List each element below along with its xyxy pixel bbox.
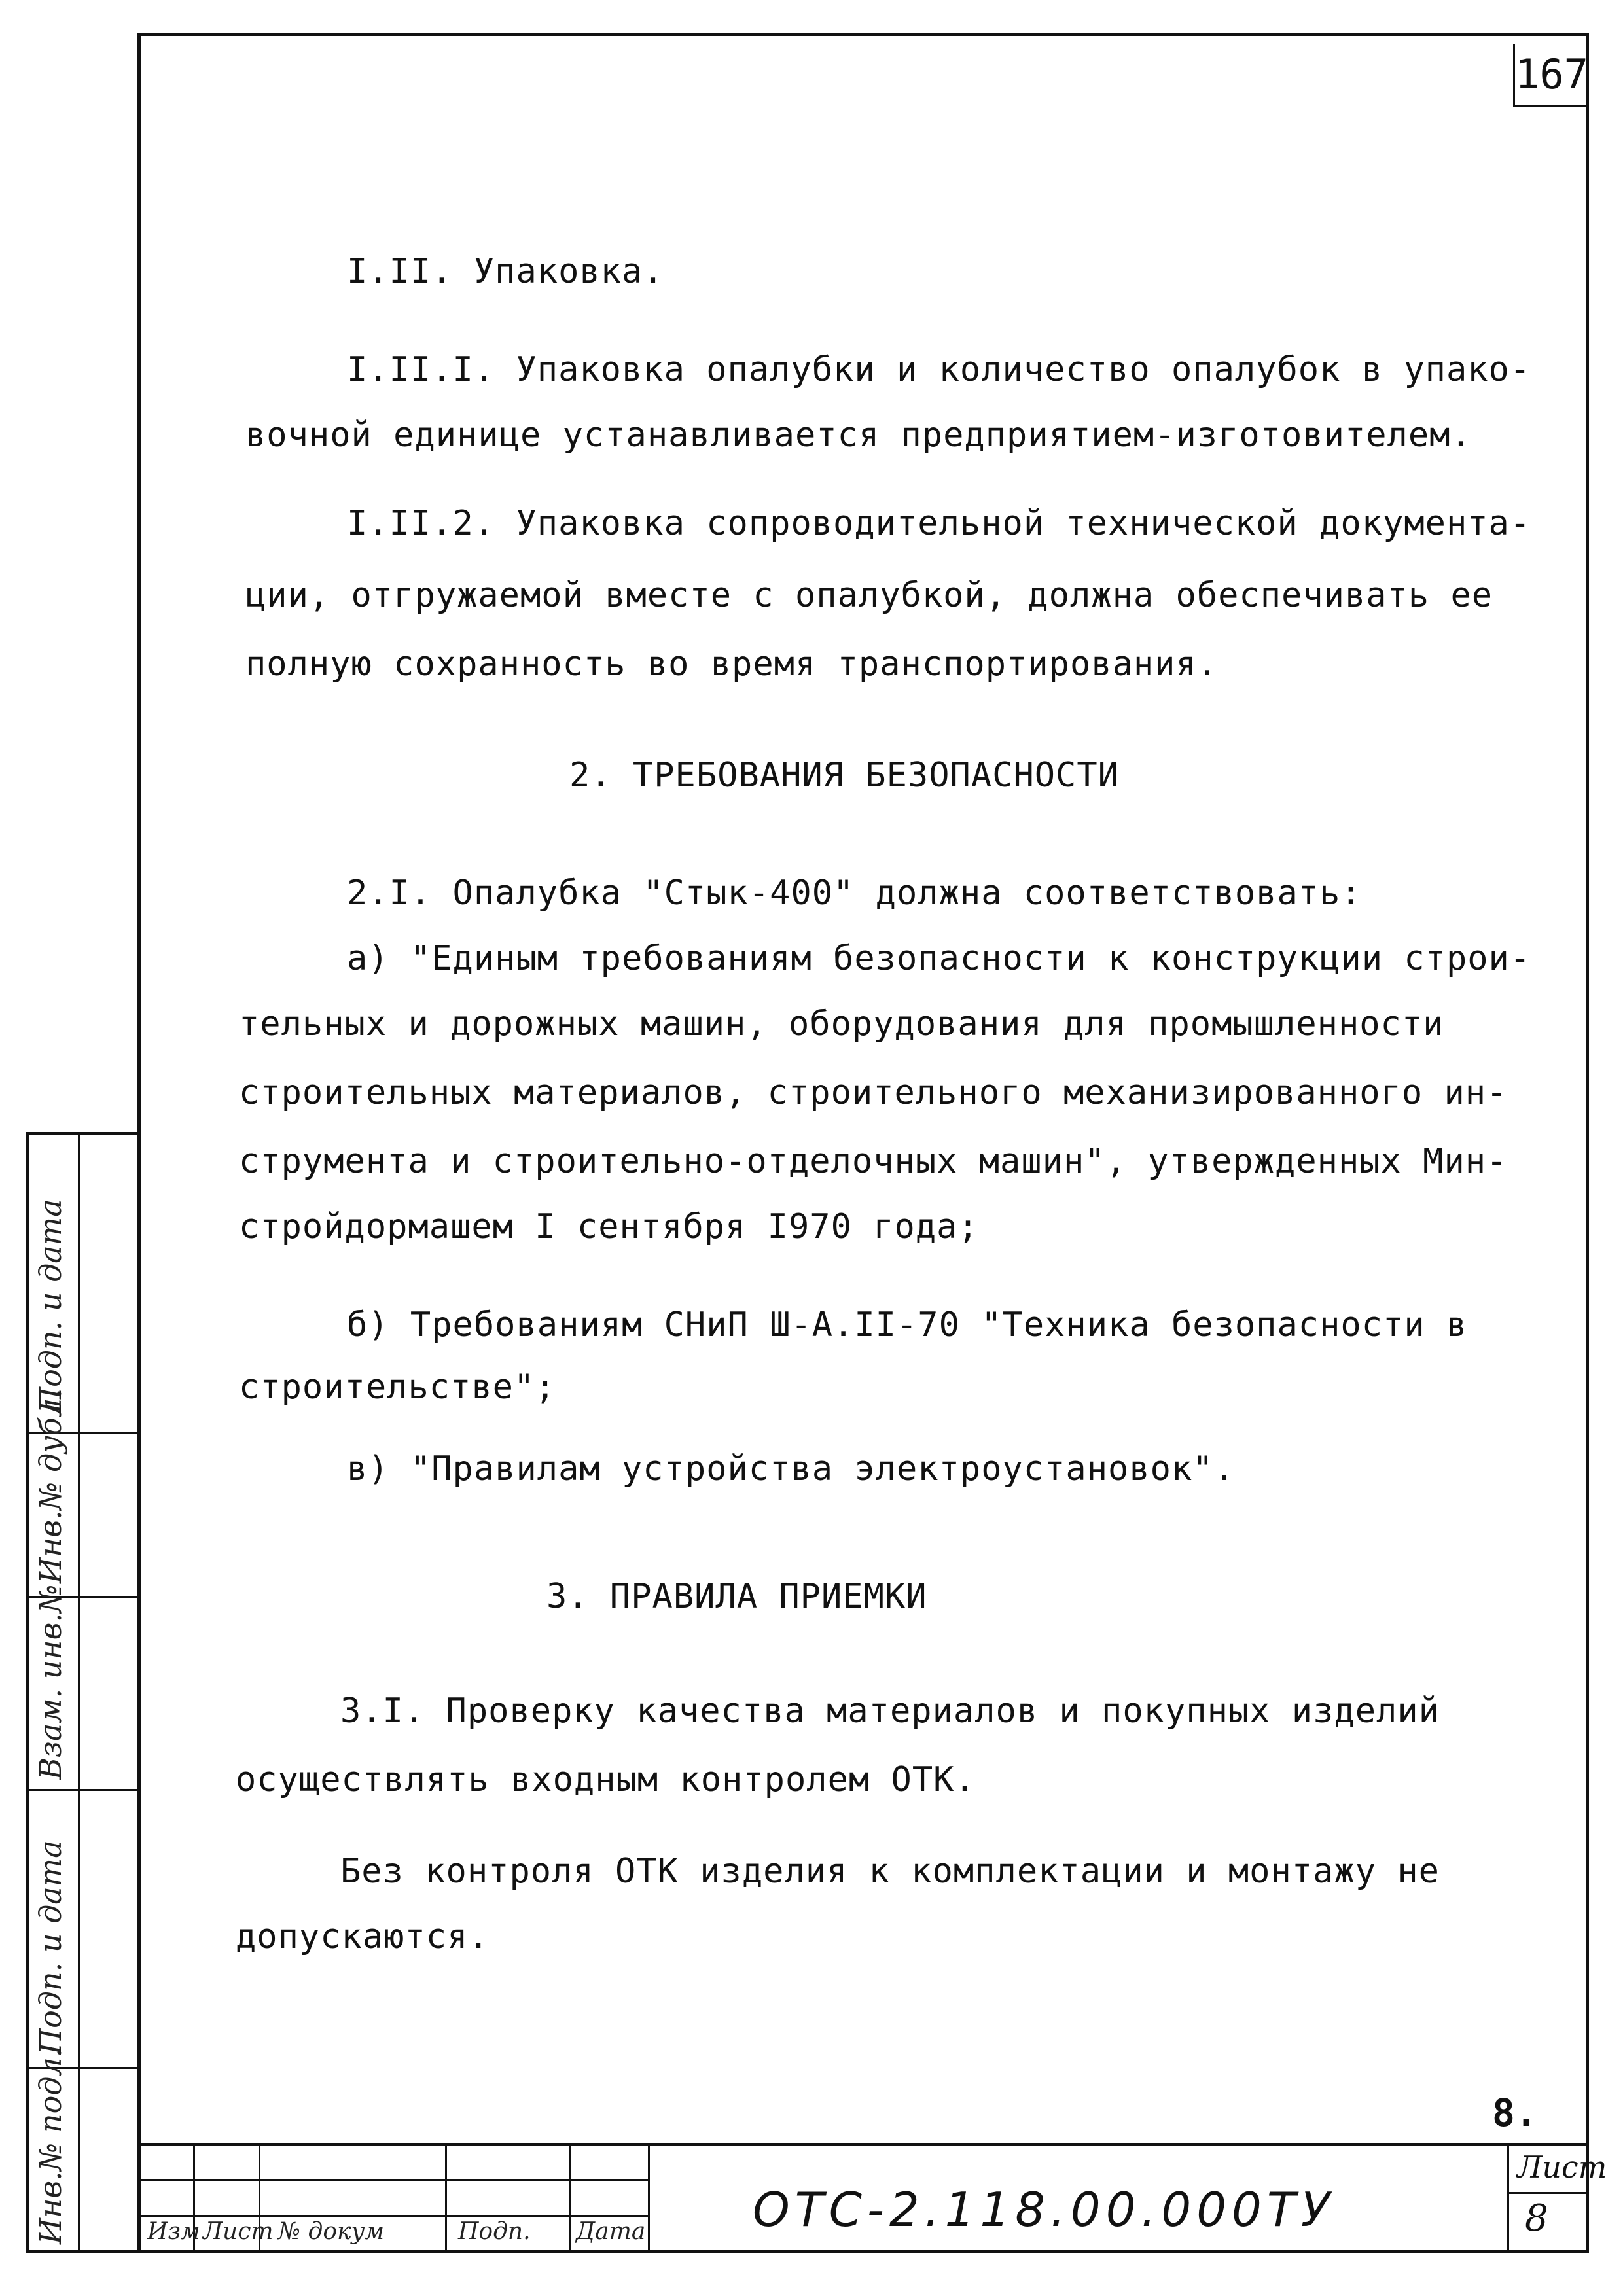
- stamp-label-inv-podl: Инв.№ подл.: [33, 2047, 68, 2244]
- title-col-podp: Подп.: [458, 2218, 531, 2245]
- sheet-label: Лист: [1517, 2149, 1607, 2185]
- paragraph-line: I.II.2. Упаковка сопроводительной технической документа-: [347, 504, 1531, 543]
- title-col-list: Лист: [203, 2218, 274, 2245]
- paragraph-line: строительных материалов, строительного механизированного ин-: [239, 1073, 1508, 1112]
- title-block-divider: [1507, 2146, 1509, 2253]
- paragraph-line: в) "Правилам устройства электроустановок".: [347, 1449, 1235, 1489]
- paragraph-line: осуществлять входным контролем ОТК.: [236, 1760, 976, 1799]
- paragraph-line: б) Требованиям СНиП Ш-А.II-70 "Техника безопасности в: [347, 1305, 1468, 1345]
- paragraph-line: Без контроля ОТК изделия к комплектации и монтажу не: [340, 1852, 1440, 1891]
- paragraph-line: 3.I. Проверку качества материалов и покупных изделий: [340, 1691, 1440, 1731]
- paragraph-line: ции, отгружаемой вместе с опалубкой, должна обеспечивать ее: [245, 576, 1493, 615]
- title-block-divider: [1507, 2192, 1589, 2194]
- stamp-label-podp-data-2: Подп. и дата: [33, 1199, 68, 1413]
- paragraph-line: струмента и строительно-отделочных машин", утвержденных Мин-: [239, 1142, 1508, 1181]
- stamp-divider: [29, 1789, 137, 1791]
- paragraph-line: строительстве";: [239, 1368, 556, 1407]
- paragraph-line: стройдормашем I сентября I970 года;: [239, 1207, 979, 1246]
- stamp-label-vzam-inv: Взам. инв.№: [33, 1584, 68, 1780]
- title-block-divider: [137, 2179, 648, 2181]
- title-col-izm: Изм: [147, 2218, 200, 2245]
- paragraph-line: полную сохранность во время транспортирования.: [245, 645, 1219, 684]
- stamp-label-podp-data: Подп. и дата: [33, 1840, 68, 2055]
- title-col-data: Дата: [576, 2218, 646, 2245]
- sheet-value: 8: [1525, 2197, 1548, 2240]
- stamp-divider: [78, 1135, 80, 2250]
- stamp-label-inv-dubl: Инв.№ дубл.: [33, 1388, 68, 1583]
- title-col-doc: № докум: [278, 2218, 385, 2245]
- section-1-11-heading: I.II. Упаковка.: [347, 252, 664, 291]
- paragraph-line: I.II.I. Упаковка опалубки и количество опалубок в упако-: [347, 350, 1531, 389]
- title-block-divider: [569, 2146, 571, 2253]
- title-block-divider: [445, 2146, 447, 2253]
- paragraph-line: а) "Единым требованиям безопасности к конструкции строи-: [347, 939, 1531, 978]
- paragraph-line: вочной единице устанавливается предприятием-изготовителем.: [245, 415, 1472, 455]
- title-block-divider: [137, 2215, 648, 2217]
- sheet-number: 167: [1513, 44, 1587, 107]
- paragraph-line: тельных и дорожных машин, оборудования для промышленности: [239, 1004, 1444, 1044]
- document-code: ОТС-2.118.00.000ТУ: [753, 2182, 1335, 2237]
- section-3-heading: 3. ПРАВИЛА ПРИЕМКИ: [546, 1577, 927, 1616]
- page-mark: 8.: [1492, 2091, 1538, 2135]
- title-block-divider: [648, 2146, 650, 2253]
- section-2-heading: 2. ТРЕБОВАНИЯ БЕЗОПАСНОСТИ: [569, 756, 1119, 795]
- paragraph-line: 2.I. Опалубка "Стык-400" должна соответствовать:: [347, 874, 1362, 913]
- paragraph-line: допускаются.: [236, 1917, 490, 1956]
